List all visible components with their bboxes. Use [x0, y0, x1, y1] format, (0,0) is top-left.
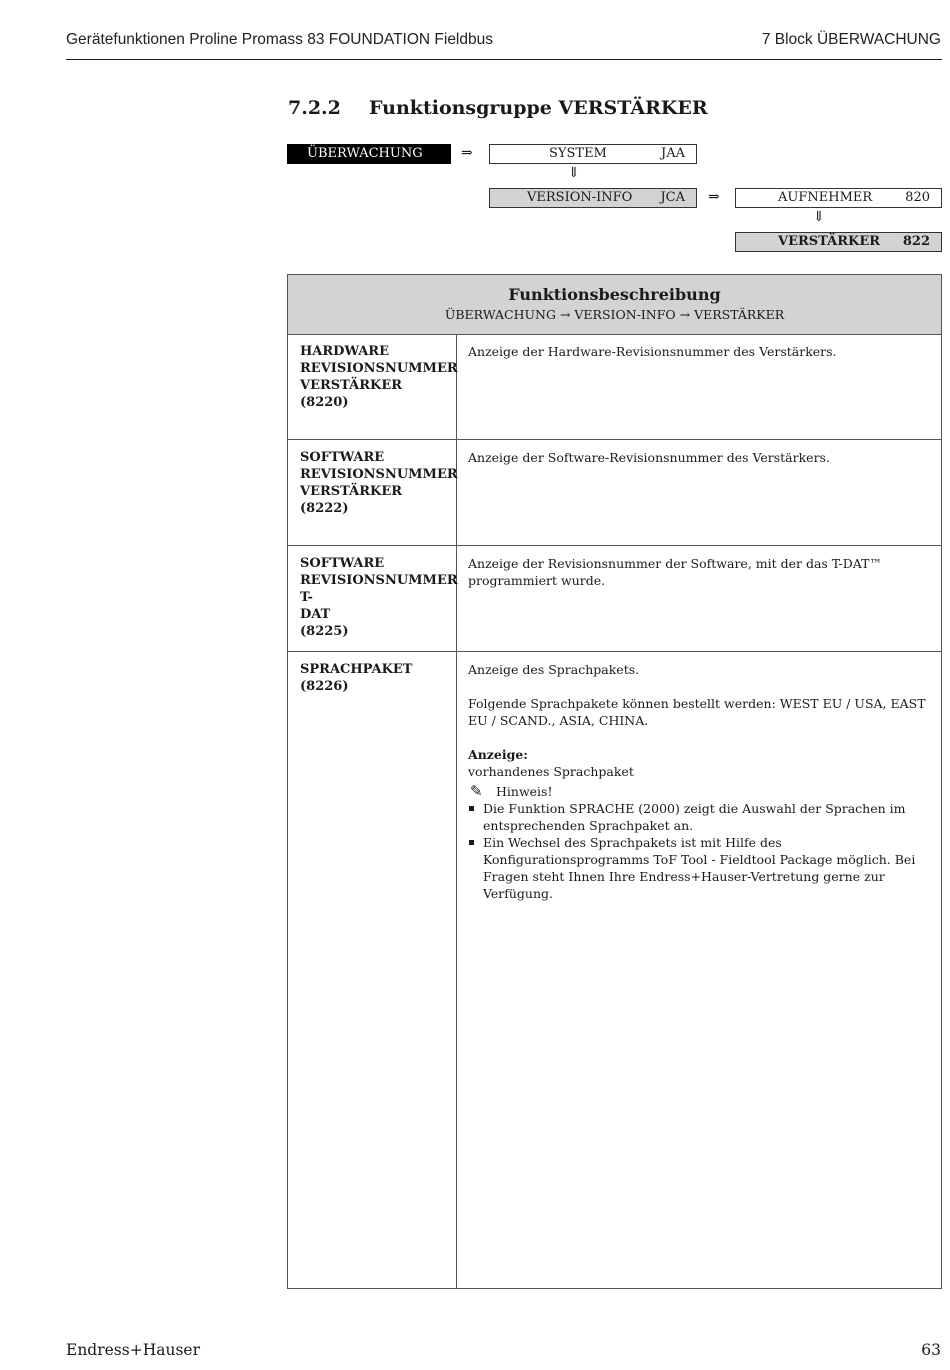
language-packages-text: Folgende Sprachpakete können bestellt werden: WEST EU / USA, EAST EU / SCAND., ASIA, CHINA. — [468, 696, 926, 728]
row-divider — [288, 545, 941, 546]
table-row-description — [468, 661, 933, 902]
description-text: Anzeige der Software-Revisionsnummer des Verstärkers. — [468, 450, 830, 465]
running-header-chapter: 7 Block ÜBERWACHUNG — [761, 31, 941, 48]
label-line: (8220) — [300, 395, 349, 410]
description-text: Anzeige der Hardware-Revisionsnummer des Verstärkers. — [468, 344, 837, 359]
nav-system-name: SYSTEM — [549, 146, 607, 161]
table-row-label — [300, 343, 458, 411]
table-row-label — [300, 555, 458, 640]
table-row-label — [300, 661, 450, 695]
footer-brand: Endress+Hauser — [66, 1341, 200, 1359]
nav-system-code: JAA — [661, 146, 685, 161]
nav-arrow-right-2: ⇒ — [708, 189, 720, 205]
label-line: VERSTÄRKER — [300, 484, 403, 499]
table-title: Funktionsbeschreibung — [508, 285, 721, 304]
section-heading — [288, 97, 708, 119]
list-item: Ein Wechsel des Sprachpakets ist mit Hilfe des Konfigurationsprogramms ToF Tool - Fieldtool Package möglich. Bei Fragen steht Ihnen Ihre Endress+Hauser-Vertretung gerne zur Verfügung. — [468, 834, 933, 902]
nav-arrow-down-2: ⇓ — [813, 209, 825, 225]
description-text: Anzeige des Sprachpakets. — [468, 662, 640, 677]
nav-box-verstaerker — [735, 232, 942, 252]
label-line: REVISIONSNUMMER T- — [300, 573, 458, 605]
nav-verstaerker-name: VERSTÄRKER — [778, 234, 881, 249]
label-line: DAT — [300, 607, 331, 622]
label-line: (8225) — [300, 624, 349, 639]
label-line: VERSTÄRKER — [300, 378, 403, 393]
label-line: REVISIONSNUMMER — [300, 361, 458, 376]
nav-aufnehmer-name: AUFNEHMER — [778, 190, 873, 205]
table-path: ÜBERWACHUNG → VERSION-INFO → VERSTÄRKER — [444, 307, 785, 322]
nav-box-version-info — [489, 188, 697, 208]
section-number: 7.2.2 — [288, 97, 341, 119]
description-text: Anzeige der Revisionsnummer der Software, mit der das T-DAT™ programmiert wurde. — [468, 556, 882, 588]
nav-block-uberwachung — [287, 144, 451, 164]
section-title: Funktionsgruppe VERSTÄRKER — [369, 97, 708, 119]
note-bullet-list — [468, 800, 933, 902]
function-table — [287, 274, 942, 1289]
label-line: HARDWARE — [300, 344, 390, 359]
pencil-icon: ✎ — [470, 782, 483, 800]
table-row-description — [468, 343, 933, 360]
label-line: REVISIONSNUMMER — [300, 467, 458, 482]
nav-version-info-name: VERSION-INFO — [527, 190, 633, 205]
table-row-label — [300, 449, 458, 517]
nav-box-aufnehmer — [735, 188, 942, 208]
label-line: (8222) — [300, 501, 349, 516]
label-line: SOFTWARE — [300, 450, 385, 465]
table-row-description — [468, 555, 933, 589]
header-rule — [66, 59, 942, 60]
nav-version-info-code: JCA — [660, 190, 685, 205]
note-title: Hinweis! — [496, 784, 553, 799]
running-header-title: Gerätefunktionen Proline Promass 83 FOUNDATION Fieldbus — [66, 31, 493, 48]
nav-arrow-right-1: ⇒ — [461, 145, 473, 161]
display-value: vorhandenes Sprachpaket — [468, 764, 634, 779]
nav-aufnehmer-code: 820 — [905, 190, 930, 205]
list-item: Die Funktion SPRACHE (2000) zeigt die Auswahl der Sprachen im entsprechenden Sprachpaket an. — [468, 800, 933, 834]
label-line: (8226) — [300, 679, 349, 694]
row-divider — [288, 651, 941, 652]
nav-block-name: ÜBERWACHUNG — [307, 146, 423, 161]
nav-verstaerker-code: 822 — [902, 234, 930, 249]
nav-box-system — [489, 144, 697, 164]
label-line: SOFTWARE — [300, 556, 385, 571]
display-label: Anzeige: — [468, 747, 528, 762]
row-divider — [288, 439, 941, 440]
nav-arrow-down-1: ⇓ — [568, 165, 580, 181]
table-row-description — [468, 449, 933, 466]
table-header — [288, 275, 941, 335]
label-line: SPRACHPAKET — [300, 662, 413, 677]
page-number: 63 — [921, 1341, 941, 1359]
note-heading — [468, 783, 933, 800]
